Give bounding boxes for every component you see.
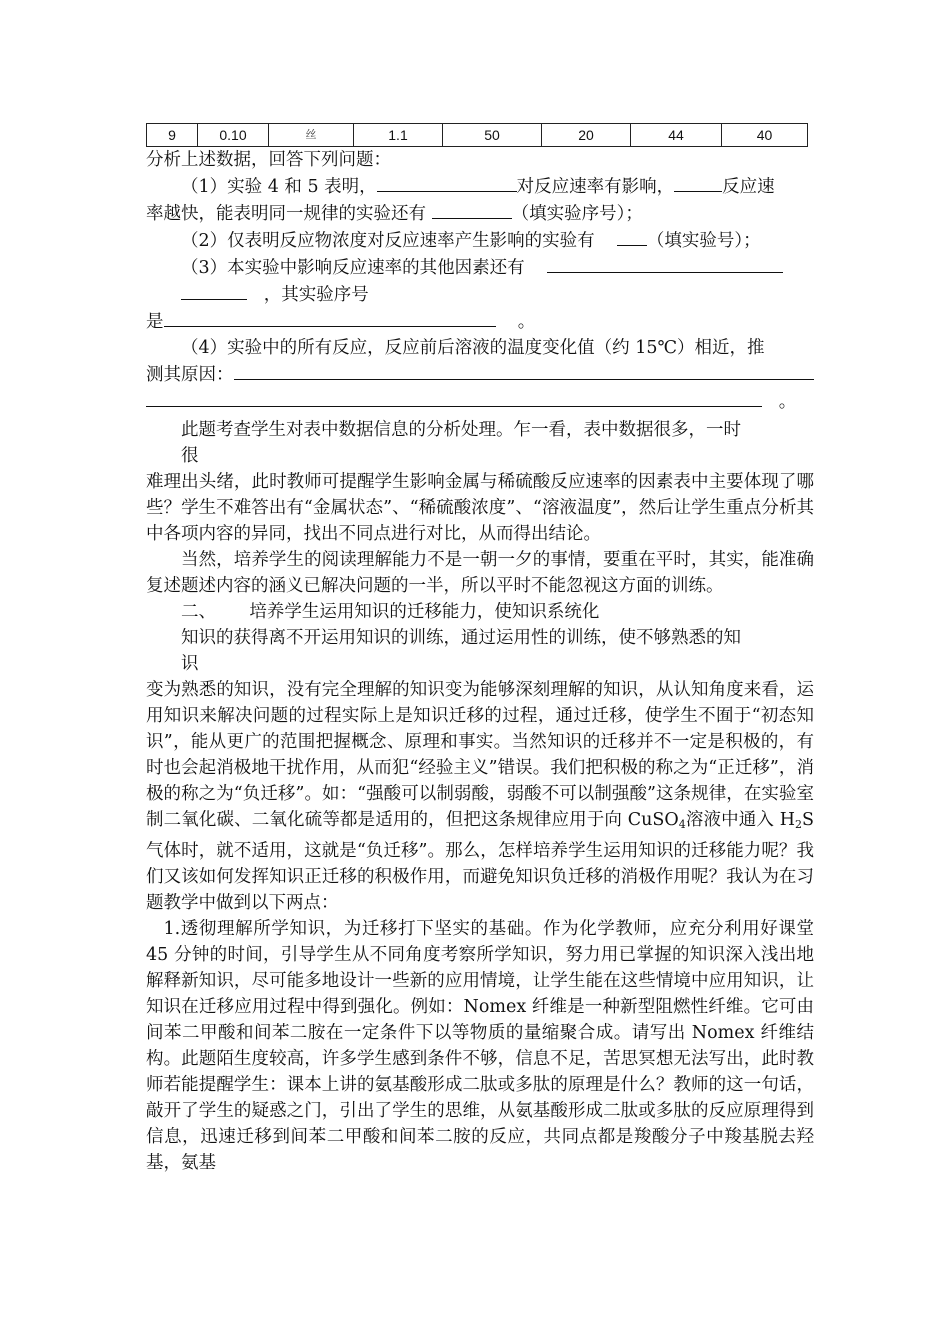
answer-blank — [181, 281, 247, 300]
answer-blank — [432, 200, 512, 219]
section-heading — [146, 599, 814, 625]
para1-line2: 很 — [181, 446, 199, 466]
subscript: 4 — [678, 818, 686, 831]
table-cell: 44 — [631, 124, 722, 147]
question-1-cont — [146, 200, 814, 227]
para1-line1: 此题考查学生对表中数据信息的分析处理。乍一看，表中数据很多，一时 — [181, 420, 741, 440]
q1-text-b: 对反应速率有影响， — [516, 177, 675, 197]
answer-blank — [617, 227, 647, 246]
table-cell: 40 — [722, 124, 808, 147]
table-cell: 1.1 — [354, 124, 443, 147]
question-1 — [146, 173, 814, 200]
table-cell: 50 — [443, 124, 542, 147]
q4-text-c: 。 — [778, 392, 797, 412]
q1-text-d: 率越快，能表明同一规律的实验还有 — [146, 204, 426, 224]
question-2 — [146, 227, 814, 254]
heading-number: 二、 — [181, 602, 216, 622]
question-4: （4）实验中的所有反应，反应前后溶液的温度变化值（约 15℃）相近，推 — [181, 338, 765, 358]
para4: 1.透彻理解所学知识，为迁移打下坚实的基础。作为化学教师，应充分利用好课堂 45 分钟的时间，引导学生从不同角度考察所学知识，努力用已掌握的知识深入浅出地解释新知识，尽可能多地设计一些新的应用情境，让学生能在这些情境中应用知识，让知识在迁移应用过程中得到强化。例如：Nomex 纤维是一种新型阻燃性纤维。它可由间苯二甲酸和间苯二胺在一定条件下以等物质的量缩聚合成。请写出 Nomex 纤维结构。此题陌生度较高，许多学生感到条件不够，信息不足，苦思冥想无法写出，此时教师若能提醒学生：课本上讲的氨基酸形成二肽或多肽的原理是什么？教师的这一句话，敲开了学生的疑惑之门，引出了学生的思维，从氨基酸形成二肽或多肽的反应原理得到信息，迅速迁移到间苯二甲酸和间苯二胺的反应，共同点都是羧酸分子中羧基脱去羟基，氨基 — [146, 919, 814, 1173]
para1-body: 难理出头绪，此时教师可提醒学生影响金属与稀硫酸反应速率的因素表中主要体现了哪些？学生不难答出有“金属状态”、“稀硫酸浓度”、“溶液温度”，然后让学生重点分析其中各项内容的异同，找出不同点进行对比，从而得出结论。 — [146, 472, 814, 544]
experiment-table — [146, 123, 808, 147]
intro-line: 分析上述数据，回答下列问题： — [146, 150, 391, 170]
q1-text-a: （1）实验 4 和 5 表明， — [181, 177, 377, 197]
answer-blank — [674, 173, 722, 192]
q4-text-b: 测其原因： — [146, 365, 234, 385]
question-3-cont2 — [146, 308, 814, 335]
subscript: 2 — [795, 818, 802, 831]
answer-blank — [234, 361, 814, 380]
q1-text-c: 反应速 — [722, 177, 775, 197]
para3-line1: 知识的获得离不开运用知识的训练，通过运用性的训练，使不够熟悉的知 — [181, 628, 741, 648]
question-4-cont2 — [146, 388, 814, 415]
answer-blank — [164, 308, 496, 327]
table-cell: 20 — [542, 124, 631, 147]
heading-text: 培养学生运用知识的迁移能力，使知识系统化 — [249, 602, 600, 622]
para3-text-c: S 气体时，就不适用，这就是“负迁移”。那么，怎样培养学生运用知识的迁移能力呢？我们又该如何发挥知识正迁移的积极作用，而避免知识负迁移的消极作用呢？我认为在习题教学中做到以下两点： — [146, 810, 814, 913]
question-4-cont — [146, 361, 814, 388]
para2: 当然，培养学生的阅读理解能力不是一朝一夕的事情，要重在平时，其实，能准确复述题述内容的涵义已解决问题的一半，所以平时不能忽视这方面的训练。 — [146, 550, 814, 596]
table-cell: 丝 — [269, 124, 354, 147]
q2-text-a: （2）仅表明反应物浓度对反应速率产生影响的实验有 — [181, 231, 595, 251]
para3-text-a: 变为熟悉的知识，没有完全理解的知识变为能够深刻理解的知识，从认知角度来看，运用知识来解决问题的过程实际上是知识迁移的过程，通过迁移，使学生不囿于“初态知识”，能从更广的范围把握概念、原理和事实。当然知识的迁移并不一定是积极的，有时也会起消极地干扰作用，从而犯“经验主义”错误。我们把积极的称之为“正迁移”，消极的称之为“负迁移”。如：“强酸可以制弱酸，弱酸不可以制强酸”这条规律，在实验室制二氧化碳、二氧化硫等都是适用的，但把这条规律应用于向 CuSO — [146, 680, 814, 830]
q3-text-b: ，其实验序号 — [263, 285, 369, 305]
table-cell: 0.10 — [198, 124, 269, 147]
question-3-cont — [146, 281, 814, 308]
para3-line2: 识 — [181, 654, 199, 674]
question-3 — [146, 254, 814, 281]
q2-text-b: （填实验号）； — [646, 231, 761, 251]
q3-text-a: （3）本实验中影响反应速率的其他因素还有 — [181, 258, 525, 278]
para3-body — [146, 677, 814, 916]
q3-text-c: 是 — [146, 312, 164, 332]
table-cell: 9 — [147, 124, 198, 147]
answer-blank — [377, 173, 517, 192]
para3-text-b: 溶液中通入 H — [685, 810, 795, 830]
document-page — [146, 123, 814, 1176]
q1-text-e: （填实验序号）； — [511, 204, 643, 224]
answer-blank — [146, 388, 762, 407]
q3-text-d: 。 — [517, 312, 536, 332]
answer-blank — [547, 254, 783, 273]
table-row — [147, 124, 808, 147]
